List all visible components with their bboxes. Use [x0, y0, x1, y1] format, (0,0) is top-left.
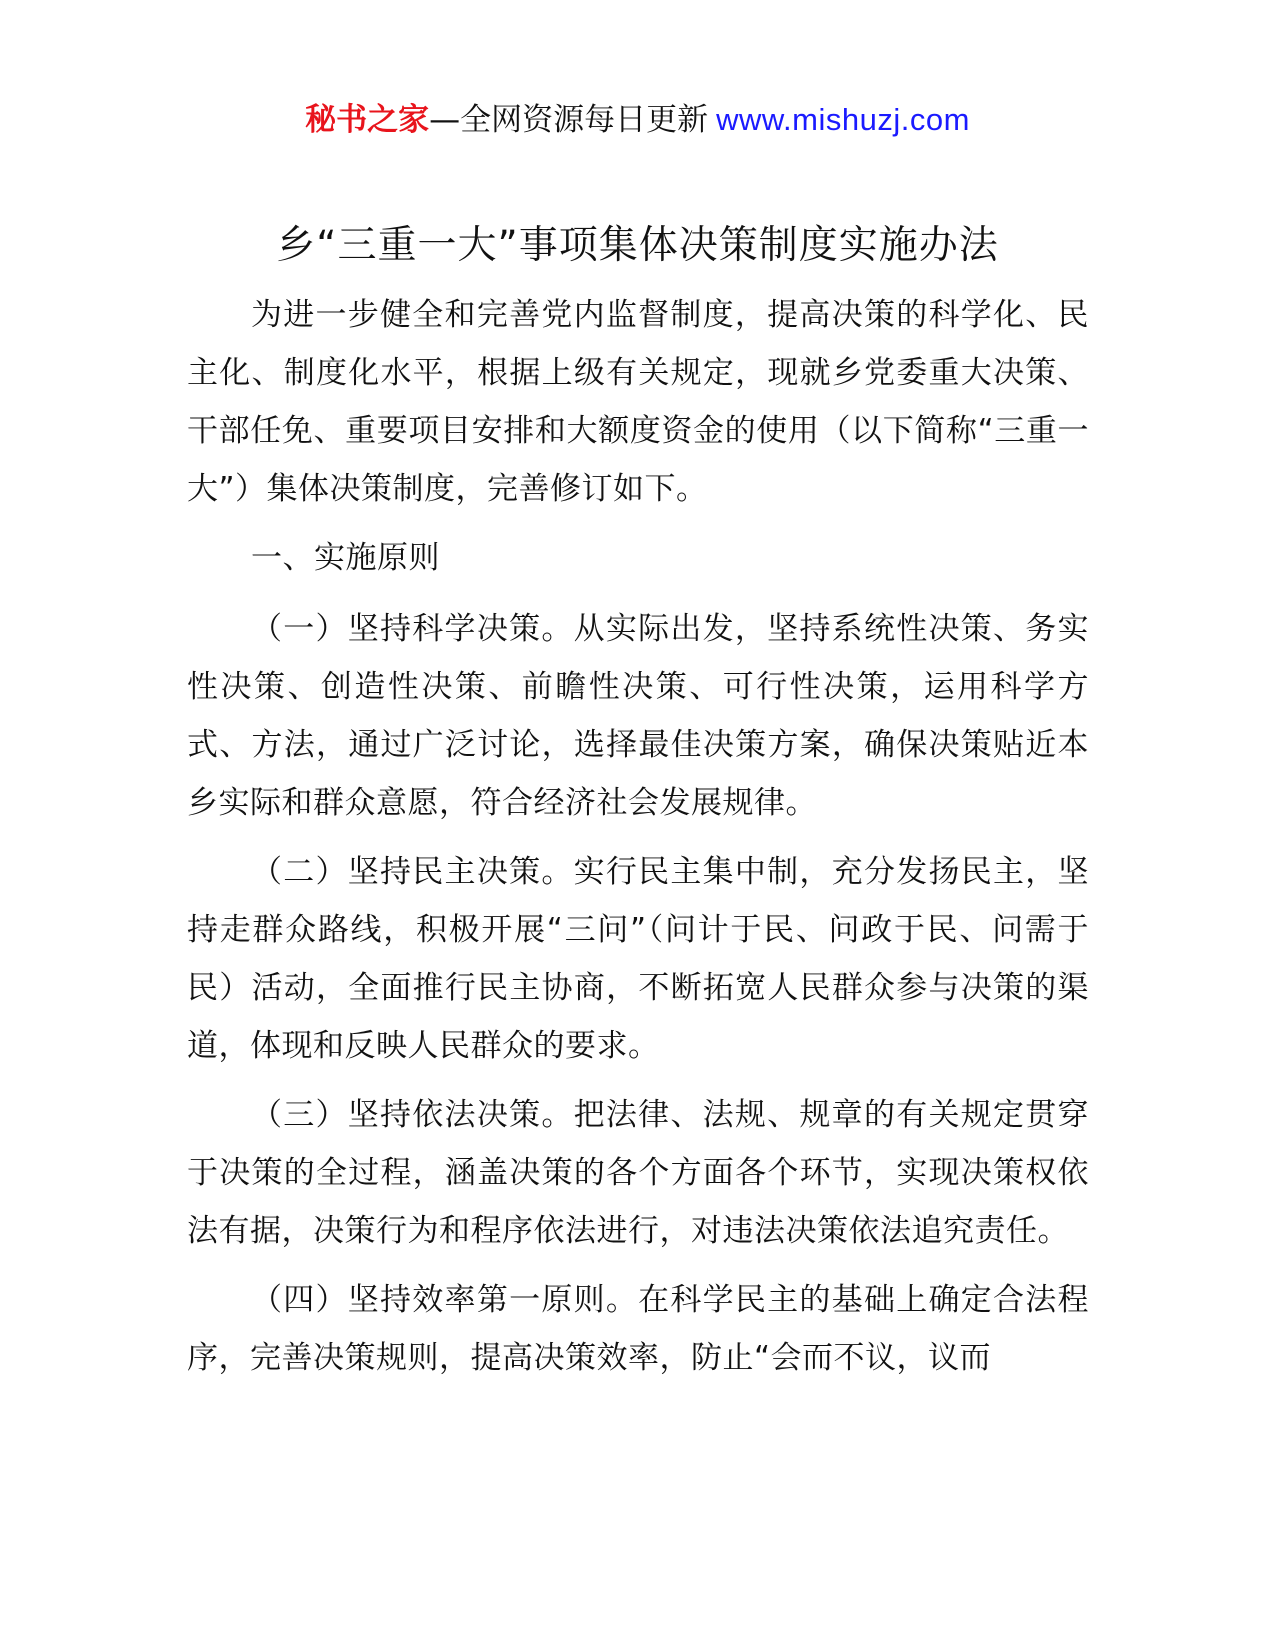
principle-paragraph-4: （四）坚持效率第一原则。在科学民主的基础上确定合法程序，完善决策规则，提高决策效率，防止“会而不议，议而 — [187, 1282, 1089, 1376]
site-header — [0, 98, 1275, 142]
principle-paragraph-3: （三）坚持依法决策。把法律、法规、规章的有关规定贯穿于决策的全过程，涵盖决策的各个方面各个环节，实现决策权依法有据，决策行为和程序依法进行，对违法决策依法追究责任。 — [187, 1097, 1089, 1249]
document-body — [187, 286, 1089, 1398]
site-url-link[interactable]: www.mishuzj.com — [716, 102, 970, 137]
section-heading-principles: 一、实施原则 — [251, 540, 440, 576]
site-brand: 秘书之家 — [305, 102, 430, 138]
principle-paragraph-1: （一）坚持科学决策。从实际出发，坚持系统性决策、务实性决策、创造性决策、前瞻性决策、可行性决策，运用科学方式、方法，通过广泛讨论，选择最佳决策方案，确保决策贴近本乡实际和群众意愿，符合经济社会发展规律。 — [187, 611, 1089, 821]
intro-paragraph: 为进一步健全和完善党内监督制度，提高决策的科学化、民主化、制度化水平，根据上级有关规定，现就乡党委重大决策、干部任免、重要项目安排和大额度资金的使用（以下简称“三重一大”）集体决策制度，完善修订如下。 — [187, 297, 1089, 507]
principle-paragraph-2: （二）坚持民主决策。实行民主集中制，充分发扬民主，坚持走群众路线，积极开展“三问”（问计于民、问政于民、问需于民）活动，全面推行民主协商，不断拓宽人民群众参与决策的渠道，体现和反映人民群众的要求。 — [187, 854, 1089, 1064]
document-title: 乡“三重一大”事项集体决策制度实施办法 — [276, 223, 999, 268]
site-tagline: —全网资源每日更新 — [429, 102, 709, 138]
